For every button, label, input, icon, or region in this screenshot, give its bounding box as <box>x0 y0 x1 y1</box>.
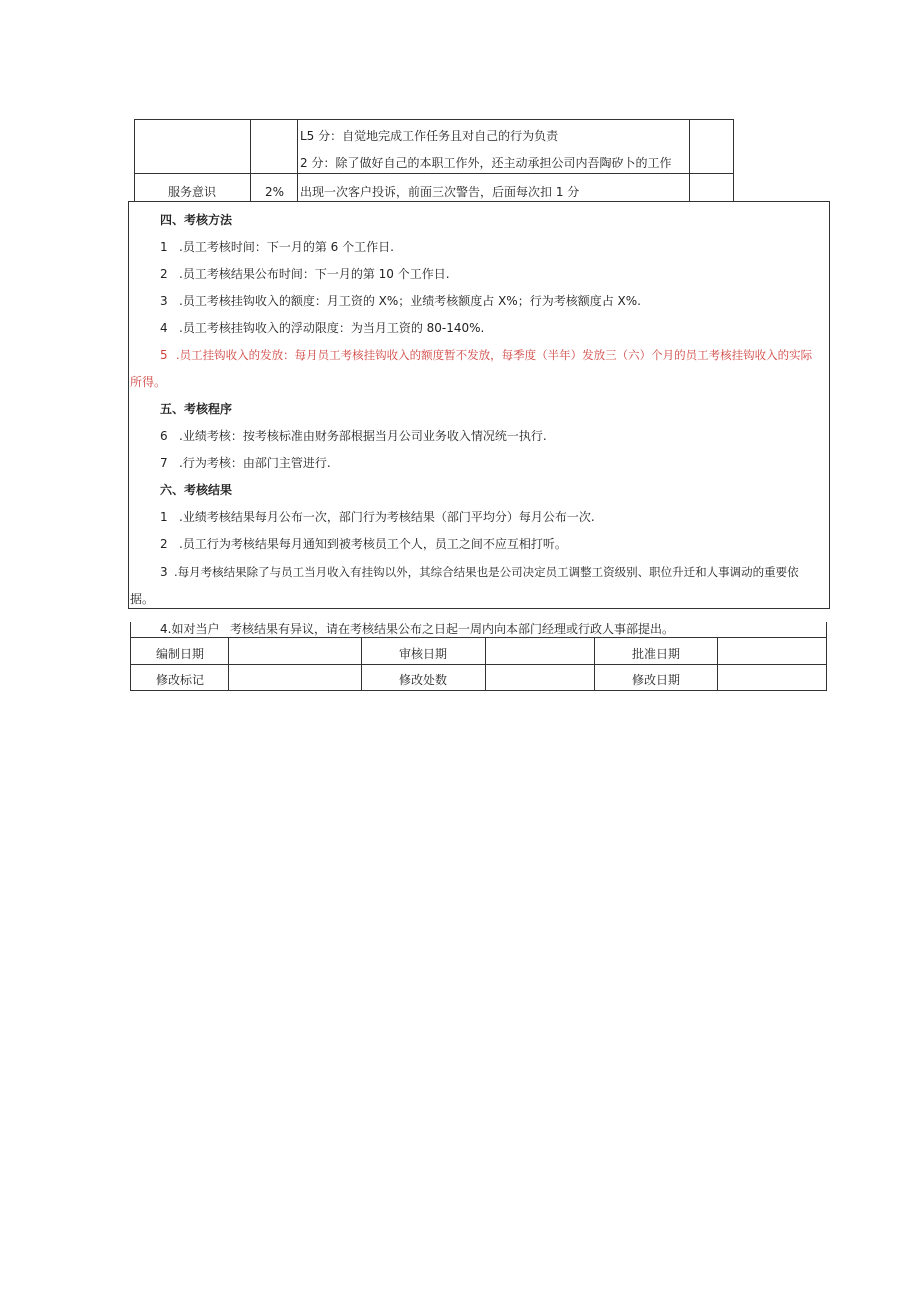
cell-label-revision-date: 修改日期 <box>632 673 681 687</box>
item-4-text: 考核结果有异议，请在考核结果公布之日起一周内向本部门经理或行政人事部提出。 <box>230 622 675 636</box>
cell-label-revision-count: 修改处数 <box>399 673 448 687</box>
service-weight: 2% <box>265 185 285 199</box>
section-5-title: 五、考核程序 <box>160 402 233 416</box>
cell-label-revision-mark: 修改标记 <box>156 673 205 687</box>
item-4-lead: 4.如对当户 <box>160 622 220 636</box>
section-4-title: 四、考核方法 <box>160 213 233 227</box>
cell-label-approve-date: 批准日期 <box>632 647 681 661</box>
criteria-line-1: L5 分：自觉地完成工作任务且对自己的行为负责 <box>300 129 559 143</box>
criteria-line-2: 2 分：除了做好自己的本职工作外，还主动承担公司内吾陶矽卜的工作 <box>300 156 672 170</box>
cell-label-review-date: 审核日期 <box>399 647 448 661</box>
service-criteria: 出现一次客户投诉，前面三次警告，后面每次扣 1 分 <box>300 185 580 199</box>
cell-label-compile-date: 编制日期 <box>156 647 205 661</box>
section-6-title: 六、考核结果 <box>160 483 233 497</box>
service-item-name: 服务意识 <box>168 185 217 199</box>
